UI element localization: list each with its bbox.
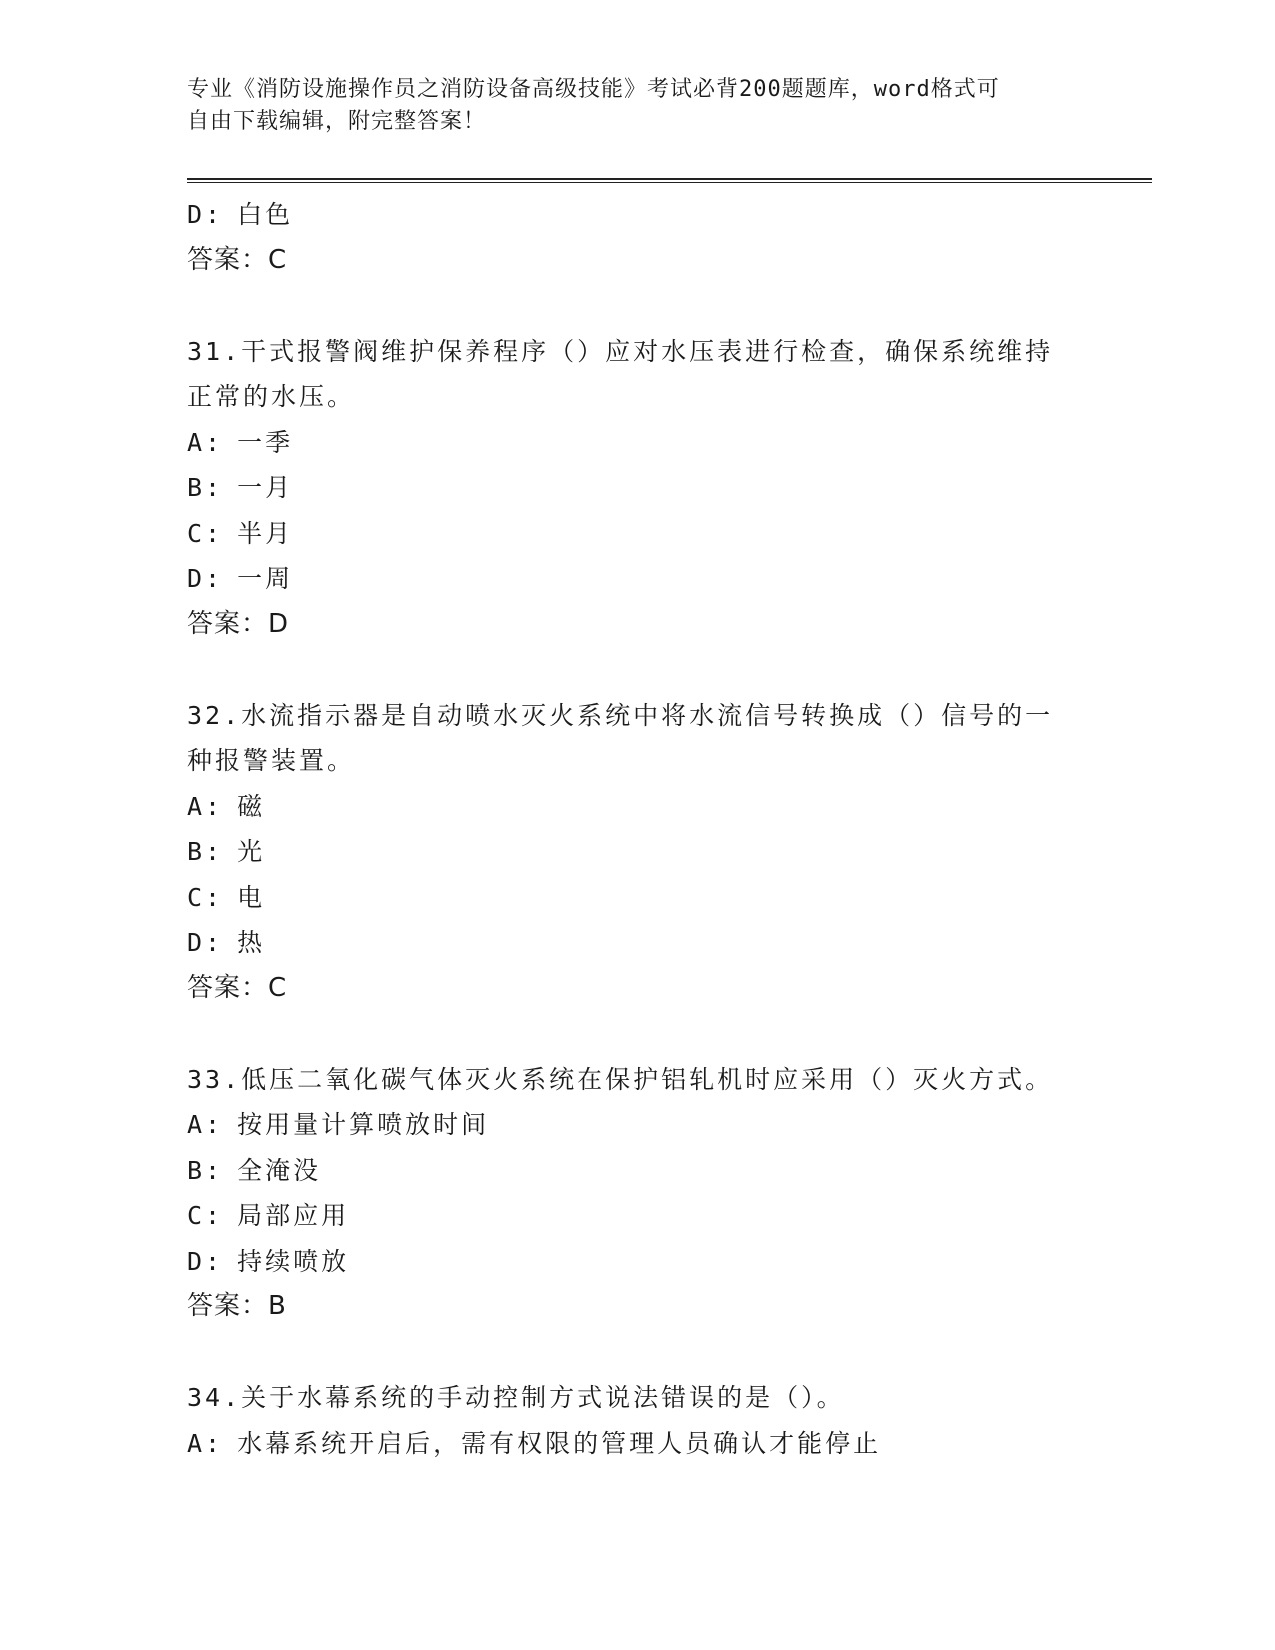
option-c: C: 半月	[187, 518, 294, 548]
answer-line: 答案：D	[187, 608, 290, 639]
option-d: D: 白色	[187, 200, 294, 229]
header-line-1: 专业《消防设施操作员之消防设备高级技能》考试必背200题题库，word格式可	[187, 77, 1000, 102]
option-b: B: 光	[187, 837, 266, 866]
option-b: B: 一月	[187, 473, 294, 502]
option-c: C: 电	[187, 882, 266, 912]
question-list	[187, 192, 1087, 1466]
question-stem: 种报警装置。	[187, 746, 356, 775]
option-d: D: 持续喷放	[187, 1246, 350, 1276]
option-a: A: 磁	[187, 791, 266, 821]
option-a: A: 一季	[187, 427, 294, 457]
option-a: A: 水幕系统开启后，需有权限的管理人员确认才能停止	[187, 1428, 882, 1458]
question-stem: 31.干式报警阀维护保养程序（）应对水压表进行检查，确保系统维持	[187, 336, 1054, 366]
answer-line: 答案：C	[187, 244, 288, 275]
option-c: C: 局部应用	[187, 1201, 350, 1230]
header-divider	[187, 178, 1152, 183]
header-line-2: 自由下载编辑，附完整答案！	[187, 109, 487, 134]
option-d: D: 热	[187, 928, 266, 957]
answer-line: 答案：C	[187, 972, 288, 1003]
option-d: D: 一周	[187, 564, 294, 593]
answer-line: 答案：B	[187, 1291, 287, 1321]
document-header	[187, 74, 1087, 138]
question-stem: 32.水流指示器是自动喷水灭火系统中将水流信号转换成（）信号的一	[187, 700, 1054, 730]
question-stem: 正常的水压。	[187, 382, 356, 411]
option-b: B: 全淹没	[187, 1155, 322, 1185]
question-stem: 33.低压二氧化碳气体灭火系统在保护铝轧机时应采用（）灭火方式。	[187, 1064, 1054, 1094]
question-stem: 34.关于水幕系统的手动控制方式说法错误的是（）。	[187, 1383, 845, 1412]
option-a: A: 按用量计算喷放时间	[187, 1110, 490, 1139]
